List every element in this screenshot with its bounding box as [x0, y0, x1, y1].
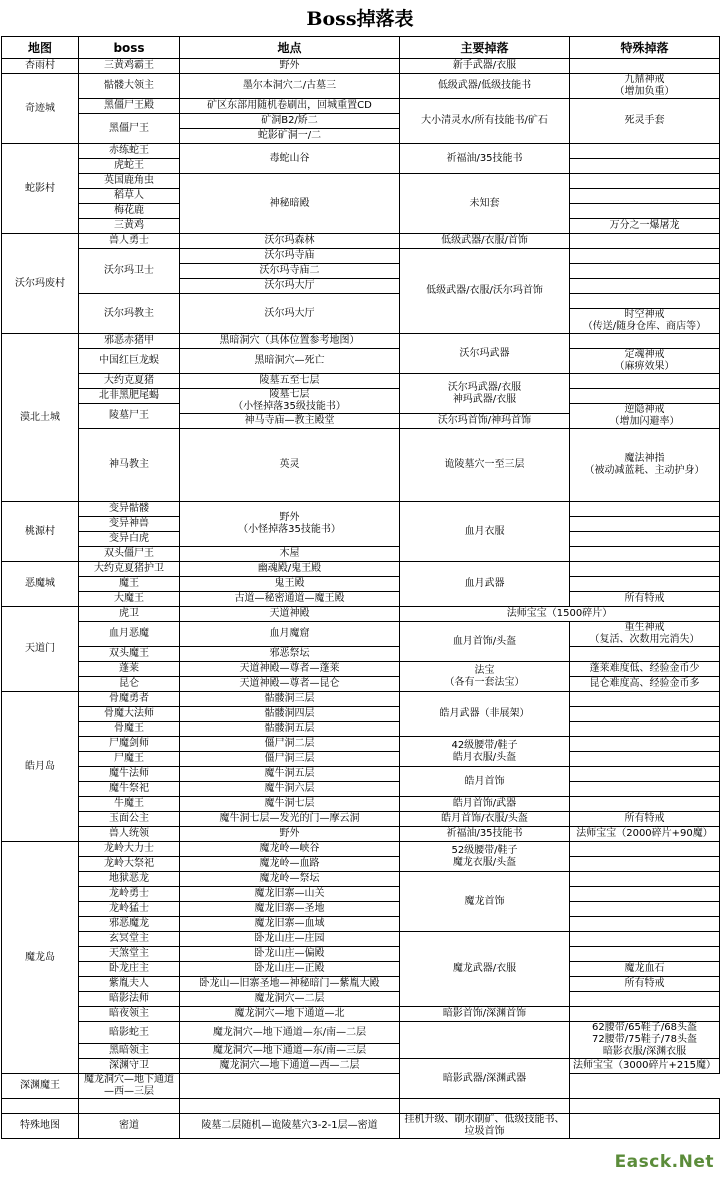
table-row [2, 647, 720, 662]
table-cell: 天道神殿—尊者—昆仑 [180, 677, 400, 692]
watermark-logo [615, 1152, 714, 1172]
table-cell: 兽人勇士 [79, 234, 180, 249]
table-cell: 牛魔王 [79, 797, 180, 812]
table-row [2, 389, 720, 404]
table-row [2, 677, 720, 692]
table-cell [570, 144, 720, 159]
table-row [2, 812, 720, 827]
table-cell: 卧龙庄主 [79, 962, 180, 977]
table-cell: 黑僵尸王殿 [79, 99, 180, 114]
table-row [2, 752, 720, 767]
table-cell: 挂机升级、刷水刷矿、低级技能书、垃圾首饰 [400, 1114, 570, 1139]
table-cell: 骨魔王 [79, 722, 180, 737]
table-cell: 低级武器/低级技能书 [400, 74, 570, 99]
table-cell: 奇迹城 [2, 74, 79, 144]
table-cell: 魔牛法师 [79, 767, 180, 782]
table-cell: 矿洞B2/矫二 [180, 114, 400, 129]
table-cell: 皓月首饰/衣服/头盔 [400, 812, 570, 827]
table-cell: 所有特戒 [570, 592, 720, 607]
table-cell: 骷髅洞五层 [180, 722, 400, 737]
table-cell: 魔龙岭—祭坛 [180, 872, 400, 887]
table-cell [570, 842, 720, 857]
table-row [2, 722, 720, 737]
table-cell: 魔牛祭祀 [79, 782, 180, 797]
table-cell: 血月恶魔 [79, 622, 180, 647]
table-cell: 陵墓七层 （小怪掉落35级技能书） [180, 389, 400, 414]
table-cell [400, 1099, 570, 1114]
table-cell: 古道—秘密通道—魔王殿 [180, 592, 400, 607]
table-cell: 变异神兽 [79, 517, 180, 532]
table-cell: 暗影蛇王 [79, 1022, 180, 1044]
table-cell: 沃尔玛大厅 [180, 294, 400, 334]
table-cell: 蛇影矿洞一/二 [180, 129, 400, 144]
table-cell: 未知套 [400, 174, 570, 234]
table-cell: 卧龙山—旧寨圣地—神秘暗门—紫胤大殿 [180, 977, 400, 992]
table-cell: 血月武器 [400, 562, 570, 607]
table-cell: 邪恶赤猪甲 [79, 334, 180, 349]
table-row [2, 144, 720, 159]
table-cell [570, 737, 720, 752]
table-cell: 魔龙旧寨—圣地 [180, 902, 400, 917]
table-cell: 皓月首饰/武器 [400, 797, 570, 812]
table-cell: 邪恶魔龙 [79, 917, 180, 932]
table-row [2, 562, 720, 577]
table-cell [570, 294, 720, 309]
table-cell: 魔龙武器/衣服 [400, 932, 570, 1007]
table-cell: 低级武器/衣服/沃尔玛首饰 [400, 249, 570, 334]
table-cell [570, 857, 720, 872]
table-cell: 黑暗洞穴—死亡 [180, 349, 400, 374]
table-cell: 血月首饰/头盔 [400, 622, 570, 662]
table-cell: 魔龙旧寨—血域 [180, 917, 400, 932]
table-row [2, 592, 720, 607]
table-cell: 魔牛洞七层 [180, 797, 400, 812]
table-cell [79, 1099, 180, 1114]
table-cell: 沃尔玛森林 [180, 234, 400, 249]
table-cell: 幽魂殿/鬼王殿 [180, 562, 400, 577]
table-cell: 大约克夏猪护卫 [79, 562, 180, 577]
table-cell [570, 692, 720, 707]
table-cell: 沃尔玛首饰/神玛首饰 [400, 414, 570, 429]
table-cell [570, 782, 720, 797]
table-cell: 重生神戒 （复活、次数用完消失） [570, 622, 720, 647]
table-cell: 沃尔玛寺庙二 [180, 264, 400, 279]
table-cell: 赤练蛇王 [79, 144, 180, 159]
table-cell: 深渊守卫 [79, 1059, 180, 1074]
table-row [2, 767, 720, 782]
table-cell [180, 1074, 400, 1099]
table-cell [2, 1099, 79, 1114]
table-cell: 虎卫 [79, 607, 180, 622]
table-cell: 62腰带/65鞋子/68头盔 72腰带/75鞋子/78头盔 暗影衣服/深渊衣服 [570, 1022, 720, 1059]
table-cell [570, 887, 720, 902]
table-row [2, 662, 720, 677]
table-cell [570, 752, 720, 767]
table-cell: 骷髅洞四层 [180, 707, 400, 722]
table-cell: 沃尔玛卫士 [79, 249, 180, 294]
table-cell: 沃尔玛武器 [400, 334, 570, 374]
table-row [2, 334, 720, 349]
table-row [2, 1074, 720, 1099]
table-cell [570, 767, 720, 782]
table-cell: 魔龙洞穴—地下通道—西—二层 [180, 1059, 400, 1074]
table-cell: 兽人统领 [79, 827, 180, 842]
table-cell [570, 797, 720, 812]
table-cell: 法宝 （各有一套法宝） [400, 662, 570, 692]
header-row [2, 37, 720, 59]
table-cell: 皓月武器（非展架） [400, 692, 570, 737]
table-cell: 龙岭勇士 [79, 887, 180, 902]
table-cell [570, 547, 720, 562]
page-title: Boss掉落表 [306, 8, 414, 30]
table-cell: 祈福油/35技能书 [400, 827, 570, 842]
table-cell [570, 234, 720, 249]
table-row [2, 947, 720, 962]
table-cell: 虎蛇王 [79, 159, 180, 174]
table-row [2, 707, 720, 722]
table-cell: 定魂神戒 （麻痹效果） [570, 349, 720, 374]
table-cell: 天道门 [2, 607, 79, 692]
table-cell: 特殊地图 [2, 1114, 79, 1139]
table-cell: 魔牛洞六层 [180, 782, 400, 797]
table-cell [570, 374, 720, 389]
table-cell: 大魔王 [79, 592, 180, 607]
table-cell: 双头魔王 [79, 647, 180, 662]
table-cell: 魔龙旧寨—山关 [180, 887, 400, 902]
table-cell: 玉面公主 [79, 812, 180, 827]
header-boss: boss [79, 37, 180, 59]
table-row [2, 737, 720, 752]
table-row [2, 872, 720, 887]
table-cell: 魔龙洞穴—地下通道—西—三层 [79, 1074, 180, 1099]
table-cell: 法师宝宝（2000碎片+90魔） [570, 827, 720, 842]
table-cell: 中国红巨龙蜈 [79, 349, 180, 374]
table-cell: 魔龙岭—峡谷 [180, 842, 400, 857]
table-cell: 鬼王殿 [180, 577, 400, 592]
table-row [2, 74, 720, 99]
table-cell: 暗影法师 [79, 992, 180, 1007]
table-row [2, 294, 720, 309]
table-cell [570, 249, 720, 264]
table-cell: 杏雨村 [2, 59, 79, 74]
table-cell: 42级腰带/鞋子 皓月衣服/头盔 [400, 737, 570, 767]
table-cell: 龙岭大力士 [79, 842, 180, 857]
table-cell: 魔龙首饰 [400, 872, 570, 932]
header-special-drop: 特殊掉落 [570, 37, 720, 59]
table-cell: 万分之一爆屠龙 [570, 219, 720, 234]
table-cell: 魔龙洞穴—二层 [180, 992, 400, 1007]
table-row [2, 502, 720, 517]
table-cell: 魔龙洞穴—地下通道—东/南—二层 [180, 1022, 400, 1044]
table-cell [570, 517, 720, 532]
table-row [2, 887, 720, 902]
table-cell: 天道神殿 [180, 607, 400, 622]
table-cell: 暗夜领主 [79, 1007, 180, 1022]
table-cell: 邪恶祭坛 [180, 647, 400, 662]
table-cell [570, 279, 720, 294]
table-cell [570, 204, 720, 219]
table-cell: 野外 [180, 59, 400, 74]
table-cell [570, 334, 720, 349]
table-row [2, 692, 720, 707]
table-cell: 骷髅洞三层 [180, 692, 400, 707]
table-cell: 毒蛇山谷 [180, 144, 400, 174]
table-row [2, 234, 720, 249]
table-cell [570, 947, 720, 962]
table-cell [570, 1114, 720, 1139]
table-cell: 陵墓二层随机—诡陵墓穴3-2-1层—密道 [180, 1114, 400, 1139]
table-cell: 天道神殿—尊者—蓬莱 [180, 662, 400, 677]
table-cell: 黑僵尸王 [79, 114, 180, 144]
table-cell: 魔牛洞七层—发光的门—摩云洞 [180, 812, 400, 827]
table-cell [180, 1099, 400, 1114]
table-row [2, 962, 720, 977]
table-cell: 沃尔玛大厅 [180, 279, 400, 294]
table-cell [570, 1007, 720, 1022]
table-cell: 所有特戒 [570, 977, 720, 992]
table-cell [570, 59, 720, 74]
table-cell: 魔龙岛 [2, 842, 79, 1074]
table-cell: 北非黑肥尾蝎 [79, 389, 180, 404]
table-cell: 双头僵尸王 [79, 547, 180, 562]
table-cell: 深渊魔王 [2, 1074, 79, 1099]
table-cell: 所有特戒 [570, 812, 720, 827]
table-cell [570, 389, 720, 404]
table-cell: 大约克夏猪 [79, 374, 180, 389]
table-cell: 卧龙山庄—正殿 [180, 962, 400, 977]
table-cell: 龙岭大祭祀 [79, 857, 180, 872]
table-cell: 骨魔大法师 [79, 707, 180, 722]
table-cell: 魔龙血石 [570, 962, 720, 977]
table-cell: 昆仑难度高、经验金币多 [570, 677, 720, 692]
table-row [2, 1007, 720, 1022]
table-cell: 变异白虎 [79, 532, 180, 547]
table-row [2, 59, 720, 74]
table-cell [570, 264, 720, 279]
table-row [2, 782, 720, 797]
table-row [2, 174, 720, 189]
table-cell: 魔王 [79, 577, 180, 592]
table-cell [570, 932, 720, 947]
table-cell: 地狱恶龙 [79, 872, 180, 887]
table-cell: 卧龙山庄—庄园 [180, 932, 400, 947]
table-body [2, 59, 720, 1139]
table-cell: 大小清灵水/所有技能书/矿石 [400, 99, 570, 144]
table-row [2, 842, 720, 857]
table-cell: 皓月首饰 [400, 767, 570, 797]
table-cell: 英灵 [180, 429, 400, 502]
table-row [2, 797, 720, 812]
table-row [2, 249, 720, 264]
table-cell: 暗影首饰/深渊首饰 [400, 1007, 570, 1022]
table-cell: 尸魔剑师 [79, 737, 180, 752]
table-cell: 野外 [180, 827, 400, 842]
table-row [2, 827, 720, 842]
table-cell: 骨魔勇者 [79, 692, 180, 707]
table-cell [570, 502, 720, 517]
table-cell [570, 577, 720, 592]
table-cell [570, 532, 720, 547]
table-cell: 神秘暗殿 [180, 174, 400, 234]
table-row [2, 577, 720, 592]
table-row [2, 977, 720, 992]
table-cell: 魔龙洞穴—地下通道—东/南—三层 [180, 1044, 400, 1059]
table-cell: 稻草人 [79, 189, 180, 204]
table-cell: 沃尔玛教主 [79, 294, 180, 334]
table-cell: 卧龙山庄—偏殿 [180, 947, 400, 962]
table-cell: 低级武器/衣服/首饰 [400, 234, 570, 249]
table-cell: 尸魔王 [79, 752, 180, 767]
table-cell: 祈福油/35技能书 [400, 144, 570, 174]
header-map: 地图 [2, 37, 79, 59]
table-cell: 神马教主 [79, 429, 180, 502]
table-cell: 桃源村 [2, 502, 79, 562]
table-row [2, 902, 720, 917]
table-cell: 三黄鸡霸王 [79, 59, 180, 74]
table-cell: 木屋 [180, 547, 400, 562]
table-row [2, 1099, 720, 1114]
table-cell: 墨尔本洞穴二/古墓三 [180, 74, 400, 99]
header-main-drop: 主要掉落 [400, 37, 570, 59]
boss-drop-table [1, 36, 720, 1139]
table-cell: 新手武器/衣服 [400, 59, 570, 74]
table-cell: 时空神戒 （传送/随身仓库、商店等） [570, 309, 720, 334]
table-cell: 密道 [79, 1114, 180, 1139]
table-cell [570, 872, 720, 887]
table-cell: 英国鹿角虫 [79, 174, 180, 189]
table-cell: 黑暗领主 [79, 1044, 180, 1059]
table-cell: 皓月岛 [2, 692, 79, 842]
table-cell: 野外 （小怪掉落35技能书） [180, 502, 400, 547]
table-cell: 沃尔玛废村 [2, 234, 79, 334]
table-cell: 陵墓尸王 [79, 404, 180, 429]
table-cell: 魔龙洞穴—地下通道—北 [180, 1007, 400, 1022]
table-cell: 九鼎神戒 （增加负重） [570, 74, 720, 99]
table-cell [570, 722, 720, 737]
table-cell: 死灵手套 [570, 99, 720, 144]
table-cell: 三黄鸡 [79, 219, 180, 234]
table-cell: 紫胤夫人 [79, 977, 180, 992]
table-cell [570, 992, 720, 1007]
table-cell: 52级腰带/鞋子 魔龙衣服/头盔 [400, 842, 570, 872]
watermark-text: Easck.Net [614, 1152, 714, 1172]
table-cell: 矿区东部用随机卷刷出，回城重置CD [180, 99, 400, 114]
table-cell [570, 917, 720, 932]
table-cell: 龙岭猛士 [79, 902, 180, 917]
table-cell: 魔龙岭—血路 [180, 857, 400, 872]
table-row [2, 547, 720, 562]
table-cell [570, 159, 720, 174]
table-row [2, 99, 720, 114]
table-cell: 魔法神指 （被动减蓝耗、主动护身） [570, 429, 720, 502]
table-cell: 蓬莱难度低、经验金币少 [570, 662, 720, 677]
table-cell: 昆仑 [79, 677, 180, 692]
table-cell: 血月衣服 [400, 502, 570, 562]
table-cell: 法师宝宝（3000碎片+215魔） [570, 1059, 720, 1074]
table-cell: 陵墓五至七层 [180, 374, 400, 389]
table-row [2, 917, 720, 932]
table-row [2, 857, 720, 872]
table-cell: 黑暗洞穴（具体位置参考地图） [180, 334, 400, 349]
table-cell: 法师宝宝（1500碎片） [400, 607, 720, 622]
table-cell: 骷髅大领主 [79, 74, 180, 99]
table-cell [570, 189, 720, 204]
table-cell [570, 1099, 720, 1114]
table-cell [570, 174, 720, 189]
table-cell: 玄冥堂主 [79, 932, 180, 947]
table-cell: 漠北土城 [2, 334, 79, 502]
table-row [2, 932, 720, 947]
table-cell: 蓬莱 [79, 662, 180, 677]
table-cell [570, 562, 720, 577]
table-cell: 蛇影村 [2, 144, 79, 234]
table-cell: 变异骷髅 [79, 502, 180, 517]
table-cell [570, 707, 720, 722]
table-cell: 僵尸洞三层 [180, 752, 400, 767]
table-cell: 梅花鹿 [79, 204, 180, 219]
table-row [2, 607, 720, 622]
table-cell: 暗影武器/深渊武器 [400, 1059, 570, 1099]
table-cell: 逆隐神戒 （增加闪避率） [570, 404, 720, 429]
header-location: 地点 [180, 37, 400, 59]
table-cell: 恶魔城 [2, 562, 79, 607]
table-row [2, 374, 720, 389]
table-cell: 神马寺庙—教主殿堂 [180, 414, 400, 429]
table-cell: 僵尸洞二层 [180, 737, 400, 752]
table-cell: 沃尔玛武器/衣服 神玛武器/衣服 [400, 374, 570, 414]
table-cell: 诡陵墓穴一至三层 [400, 429, 570, 502]
table-cell: 天煞堂主 [79, 947, 180, 962]
table-cell: 血月魔窟 [180, 622, 400, 647]
table-cell [570, 902, 720, 917]
table-cell: 魔牛洞五层 [180, 767, 400, 782]
table-row [2, 1114, 720, 1139]
table-row [2, 992, 720, 1007]
table-cell [570, 647, 720, 662]
table-cell: 沃尔玛寺庙 [180, 249, 400, 264]
table-row [2, 1059, 720, 1074]
